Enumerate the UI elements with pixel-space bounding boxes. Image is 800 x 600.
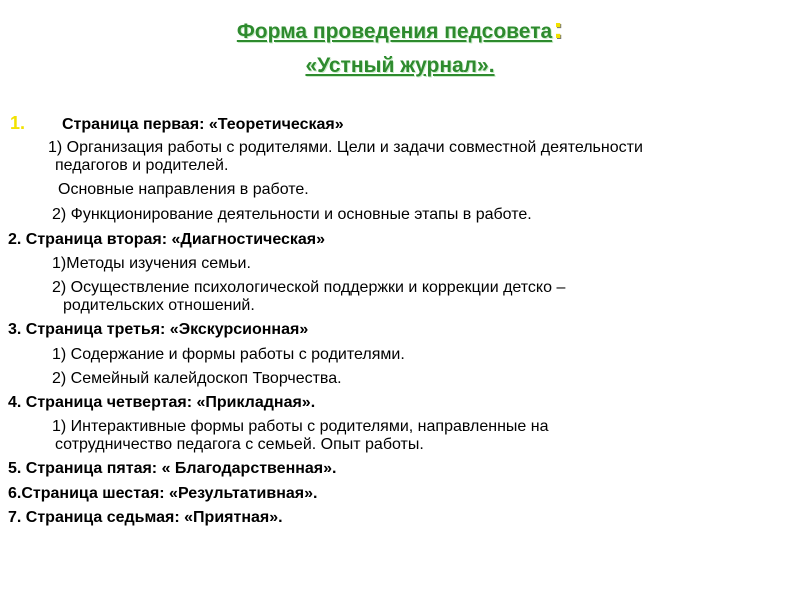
page-3-heading: 3. Страница третья: «Экскурсионная»	[8, 321, 309, 338]
page-4-item-1-line-1: 1) Интерактивные формы работы с родителями, направленные на	[52, 418, 549, 435]
list-number-1: 1.	[10, 113, 26, 133]
page-3-item-1: 1) Содержание и формы работы с родителями.	[52, 346, 405, 363]
page-6-heading: 6.Страница шестая: «Результативная».	[8, 485, 318, 502]
page-3-item-2: 2) Семейный калейдоскоп Творчества.	[52, 370, 342, 387]
page-1-item-1-line-3: Основные направления в работе.	[58, 181, 309, 198]
page-4-item-1-line-2: сотрудничество педагога с семьей. Опыт работы.	[55, 436, 424, 453]
page-4-heading: 4. Страница четвертая: «Прикладная».	[8, 394, 316, 411]
page-7-heading: 7. Страница седьмая: «Приятная».	[8, 509, 283, 526]
slide-title-line-1	[0, 12, 800, 46]
page-1-item-1-line-2: педагогов и родителей.	[55, 157, 229, 174]
page-2-item-1: 1)Методы изучения семьи.	[52, 255, 251, 272]
page-5-heading: 5. Страница пятая: « Благодарственная».	[8, 460, 337, 477]
page-1-item-2: 2) Функционирование деятельности и основные этапы в работе.	[52, 206, 532, 223]
page-2-item-2-line-2: родительских отношений.	[63, 297, 255, 314]
title-colon: :	[553, 12, 564, 45]
slide-title-line-2: «Устный журнал».	[305, 54, 495, 77]
page-1-item-1-line-1: 1) Организация работы с родителями. Цели и задачи совместной деятельности	[48, 139, 643, 156]
title-text: Форма проведения педсовета	[236, 20, 553, 43]
page-1-heading: Страница первая: «Теоретическая»	[62, 116, 344, 133]
page-2-heading: 2. Страница вторая: «Диагностическая»	[8, 231, 326, 248]
page-2-item-2-line-1: 2) Осуществление психологической поддержки и коррекции детско –	[52, 279, 566, 296]
